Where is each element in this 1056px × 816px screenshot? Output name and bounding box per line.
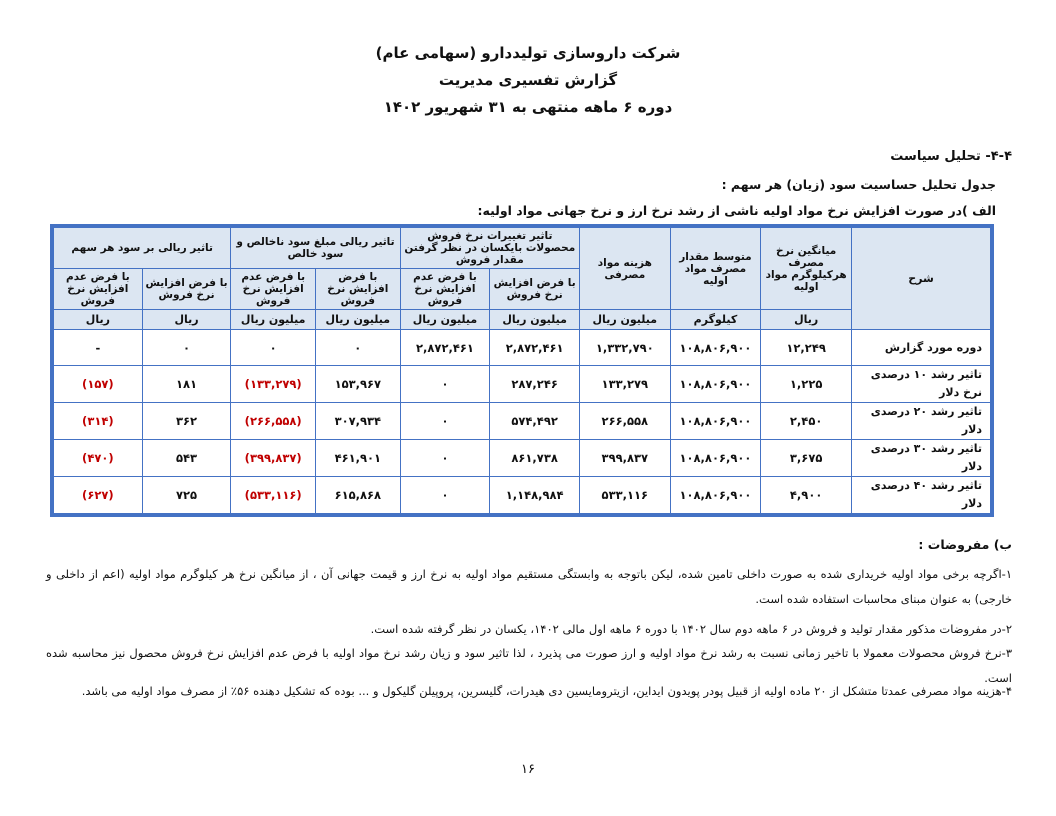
table-row (54, 403, 991, 440)
header-sales-without: با فرض عدم افزایش نرخ فروش (400, 269, 490, 310)
cell-material-cost: ۲۶۶,۵۵۸ (579, 403, 670, 440)
cell-avg-rate: ۲,۴۵۰ (761, 403, 852, 440)
unit-sales-with: میلیون ریال (490, 310, 580, 330)
table-row (54, 330, 991, 366)
cell-avg-quantity: ۱۰۸,۸۰۶,۹۰۰ (670, 477, 761, 514)
cell-profit-with: ۰ (316, 330, 401, 366)
cell-avg-rate: ۴,۹۰۰ (761, 477, 852, 514)
row-label: تاثیر رشد ۴۰ درصدی دلار (851, 477, 990, 514)
cell-avg-rate: ۳,۶۷۵ (761, 440, 852, 477)
cell-avg-rate: ۱,۲۲۵ (761, 366, 852, 403)
cell-avg-quantity: ۱۰۸,۸۰۶,۹۰۰ (670, 366, 761, 403)
assumptions-title: ب) مفروضات : (918, 537, 1012, 552)
cell-avg-rate: ۱۲,۲۴۹ (761, 330, 852, 366)
cell-profit-without: ۰ (231, 330, 316, 366)
cell-eps-without: (۳۱۴) (54, 403, 143, 440)
unit-profit-with: میلیون ریال (316, 310, 401, 330)
unit-eps-with: ریال (142, 310, 231, 330)
header-profit-with: با فرض افزایش نرخ فروش (316, 269, 401, 310)
header-material-cost: هزینه مواد مصرفی (579, 228, 670, 310)
cell-profit-without: (۲۶۶,۵۵۸) (231, 403, 316, 440)
unit-avg-rate: ریال (761, 310, 852, 330)
header-eps-without: با فرض عدم افزایش نرخ فروش (54, 269, 143, 310)
row-label: تاثیر رشد ۱۰ درصدی نرخ دلار (851, 366, 990, 403)
cell-sales-without: ۰ (400, 366, 490, 403)
cell-material-cost: ۳۹۹,۸۳۷ (579, 440, 670, 477)
report-title: گزارش تفسیری مدیریت (438, 71, 618, 89)
cell-eps-with: ۰ (142, 330, 231, 366)
assumption-item: ۳-نرخ فروش محصولات معمولا با تاخیر زمانی نسبت به رشد نرخ مواد اولیه و ارز صورت می پذیرد ، لذا تاثیر سود و زیان رشد نرخ مواد اولیه با فرض عدم افزایش نرخ فروش محصول نیز محاسبه شده است. (46, 646, 1012, 685)
page-number: ۱۶ (521, 762, 535, 777)
header-description: شرح (851, 228, 990, 330)
assumption-item: ۲-در مفروضات مذکور مقدار تولید و فروش در ۶ ماهه دوم سال ۱۴۰۲ با دوره ۶ ماهه اول مالی ۱۴۰۲، یکسان در نظر گرفته شده است. (370, 622, 1012, 636)
table-caption: جدول تحلیل حساسیت سود (زیان) هر سهم : (721, 177, 996, 192)
cell-avg-quantity: ۱۰۸,۸۰۶,۹۰۰ (670, 440, 761, 477)
cell-sales-without: ۰ (400, 477, 490, 514)
company-name: شرکت داروسازی تولیددارو (سهامی عام) (375, 44, 681, 62)
row-label: دوره مورد گزارش (851, 330, 990, 366)
row-label: تاثیر رشد ۲۰ درصدی دلار (851, 403, 990, 440)
unit-avg-quantity: کیلوگرم (670, 310, 761, 330)
unit-sales-without: میلیون ریال (400, 310, 490, 330)
cell-profit-without: (۵۳۳,۱۱۶) (231, 477, 316, 514)
unit-eps-without: ریال (54, 310, 143, 330)
header-profit-effect: تاثیر ریالی مبلغ سود ناخالص و سود خالص (231, 228, 400, 269)
cell-eps-with: ۱۸۱ (142, 366, 231, 403)
cell-sales-with: ۵۷۴,۴۹۲ (490, 403, 580, 440)
cell-sales-without: ۲,۸۷۲,۴۶۱ (400, 330, 490, 366)
header-eps-with: با فرض افزایش نرخ فروش (142, 269, 231, 310)
cell-eps-without: (۴۷۰) (54, 440, 143, 477)
report-period: دوره ۶ ماهه منتهی به ۳۱ شهریور ۱۴۰۲ (383, 98, 673, 116)
sensitivity-table (53, 227, 991, 514)
cell-eps-without: (۶۲۷) (54, 477, 143, 514)
cell-sales-with: ۱,۱۴۸,۹۸۴ (490, 477, 580, 514)
row-label: تاثیر رشد ۳۰ درصدی دلار (851, 440, 990, 477)
cell-eps-with: ۳۶۲ (142, 403, 231, 440)
cell-eps-with: ۷۲۵ (142, 477, 231, 514)
cell-profit-with: ۳۰۷,۹۳۴ (316, 403, 401, 440)
header-avg-quantity: متوسط مقدار مصرف مواد اولیه (670, 228, 761, 310)
assumption-item: ۱-اگرچه برخی مواد اولیه خریداری شده به صورت داخلی تامین شده، لیکن باتوجه به وابستگی مستقیم مواد اولیه به نرخ ارز و قیمت جهانی آن ، از میانگین نرخ هر کیلوگرم مواد اولیه (اعم از داخلی و خارجی) به عنوان مبنای محاسبات استفاده شده است. (46, 567, 1012, 606)
sensitivity-table-frame (50, 224, 994, 517)
table-row (54, 440, 991, 477)
assumption-item: ۴-هزینه مواد مصرفی عمدتا متشکل از ۲۰ ماده اولیه از قبیل پودر پویدون ایداین، ازیترومایسین دی هیدرات، گلیسرین، پروپیلن گلیکول و ... بوده که تشکیل دهنده ۵۶٪ از مصرف مواد اولیه می باشد. (81, 684, 1012, 698)
cell-sales-with: ۲,۸۷۲,۴۶۱ (490, 330, 580, 366)
cell-eps-without: - (54, 330, 143, 366)
cell-profit-without: (۱۳۳,۲۷۹) (231, 366, 316, 403)
header-avg-rate: میانگین نرخ مصرف هرکیلوگرم مواد اولیه (761, 228, 852, 310)
cell-material-cost: ۵۳۳,۱۱۶ (579, 477, 670, 514)
cell-eps-without: (۱۵۷) (54, 366, 143, 403)
unit-material-cost: میلیون ریال (579, 310, 670, 330)
cell-material-cost: ۱۳۳,۲۷۹ (579, 366, 670, 403)
cell-sales-with: ۸۶۱,۷۳۸ (490, 440, 580, 477)
report-header (0, 40, 1056, 121)
cell-sales-with: ۲۸۷,۲۴۶ (490, 366, 580, 403)
cell-profit-with: ۶۱۵,۸۶۸ (316, 477, 401, 514)
section-title: ۴-۴- تحلیل سیاست (890, 149, 1012, 164)
header-sales-with: با فرض افزایش نرخ فروش (490, 269, 580, 310)
header-profit-without: با فرض عدم افزایش نرخ فروش (231, 269, 316, 310)
cell-sales-without: ۰ (400, 403, 490, 440)
cell-avg-quantity: ۱۰۸,۸۰۶,۹۰۰ (670, 330, 761, 366)
table-row (54, 366, 991, 403)
table-row (54, 477, 991, 514)
cell-sales-without: ۰ (400, 440, 490, 477)
cell-profit-without: (۳۹۹,۸۳۷) (231, 440, 316, 477)
cell-avg-quantity: ۱۰۸,۸۰۶,۹۰۰ (670, 403, 761, 440)
header-sales-effect: تاثیر تغییرات نرخ فروش محصولات بایکسان در نظر گرفتن مقدار فروش (400, 228, 579, 269)
cell-profit-with: ۱۵۳,۹۶۷ (316, 366, 401, 403)
header-eps-effect: تاثیر ریالی بر سود هر سهم (54, 228, 231, 269)
table-subtitle: الف )در صورت افزایش نرخ مواد اولیه ناشی از رشد نرخ ارز و نرخ جهانی مواد اولیه: (477, 203, 996, 218)
cell-material-cost: ۱,۳۳۲,۷۹۰ (579, 330, 670, 366)
cell-eps-with: ۵۴۳ (142, 440, 231, 477)
cell-profit-with: ۴۶۱,۹۰۱ (316, 440, 401, 477)
unit-profit-without: میلیون ریال (231, 310, 316, 330)
